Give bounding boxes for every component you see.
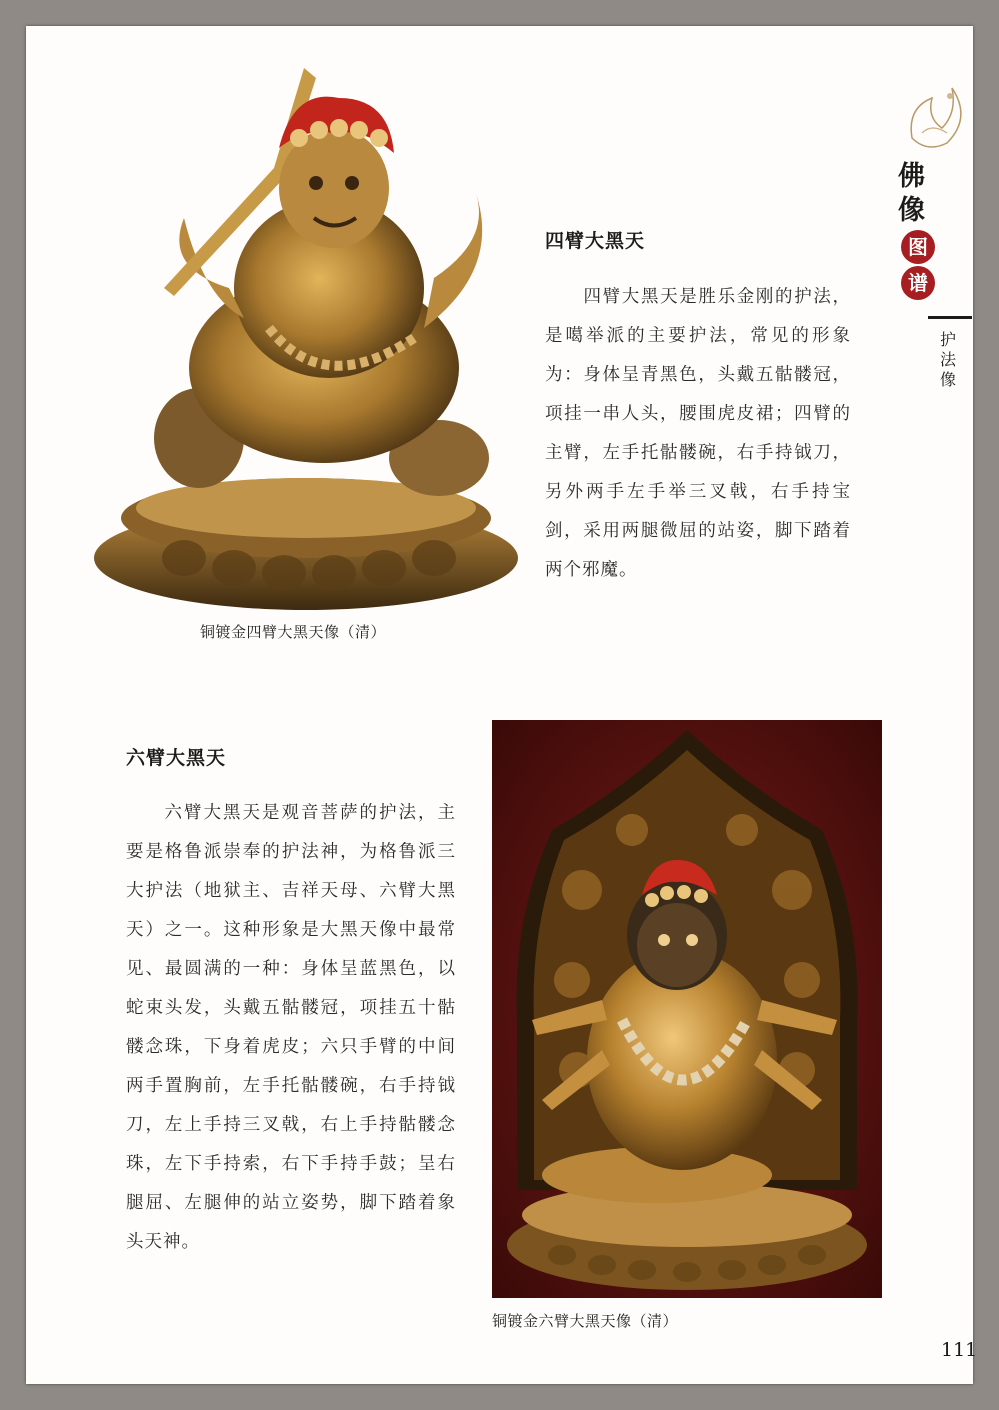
section1-body: 四臂大黑天是胜乐金刚的护法，是噶举派的主要护法，常见的形象为：身体呈青黑色，头戴五骷髅冠，项挂一串人头，腰围虎皮裙；四臂的主臂，左手托骷髅碗，右手持钺刀，另外两手左手举三叉戟，右手持宝剑，采用两腿微屈的站姿，脚下踏着两个邪魔。 (545, 287, 851, 580)
four-arm-mahakala-photo (94, 38, 526, 613)
sidebar-divider (928, 316, 972, 319)
section2-caption: 铜镀金六臂大黑天像（清） (492, 1312, 679, 1330)
section1-caption: 铜镀金四臂大黑天像（清） (200, 623, 387, 641)
chapter-label: 护法像 (940, 330, 957, 389)
book-page (26, 26, 978, 1384)
lotus-ornament-icon (902, 78, 966, 152)
section1-heading: 四臂大黑天 (545, 230, 646, 252)
six-arm-mahakala-photo (492, 720, 882, 1298)
book-title-vertical (898, 160, 948, 302)
title-char: 像 (898, 195, 925, 226)
section2-body: 六臂大黑天是观音菩萨的护法，主要是格鲁派崇奉的护法神，为格鲁派三大护法（地狱主、吉祥天母、六臂大黑天）之一。这种形象是大黑天像中最常见、最圆满的一种：身体呈蓝黑色，以蛇束头发，头戴五骷髅冠，项挂五十骷髅念珠，下身着虎皮；六只手臂的中间两手置胸前，左手托骷髅碗，右手持钺刀，左上手持三叉戟，右上手持骷髅念珠，左下手持索，右下手持手鼓；呈右腿屈、左腿伸的站立姿势，脚下踏着象头天神。 (126, 803, 456, 1252)
title-red-circle: 图 (901, 230, 935, 264)
section2-heading: 六臂大黑天 (126, 747, 227, 769)
page-number: 111 (941, 1339, 978, 1361)
title-red-circle: 谱 (901, 266, 935, 300)
title-char: 佛 (898, 161, 925, 192)
